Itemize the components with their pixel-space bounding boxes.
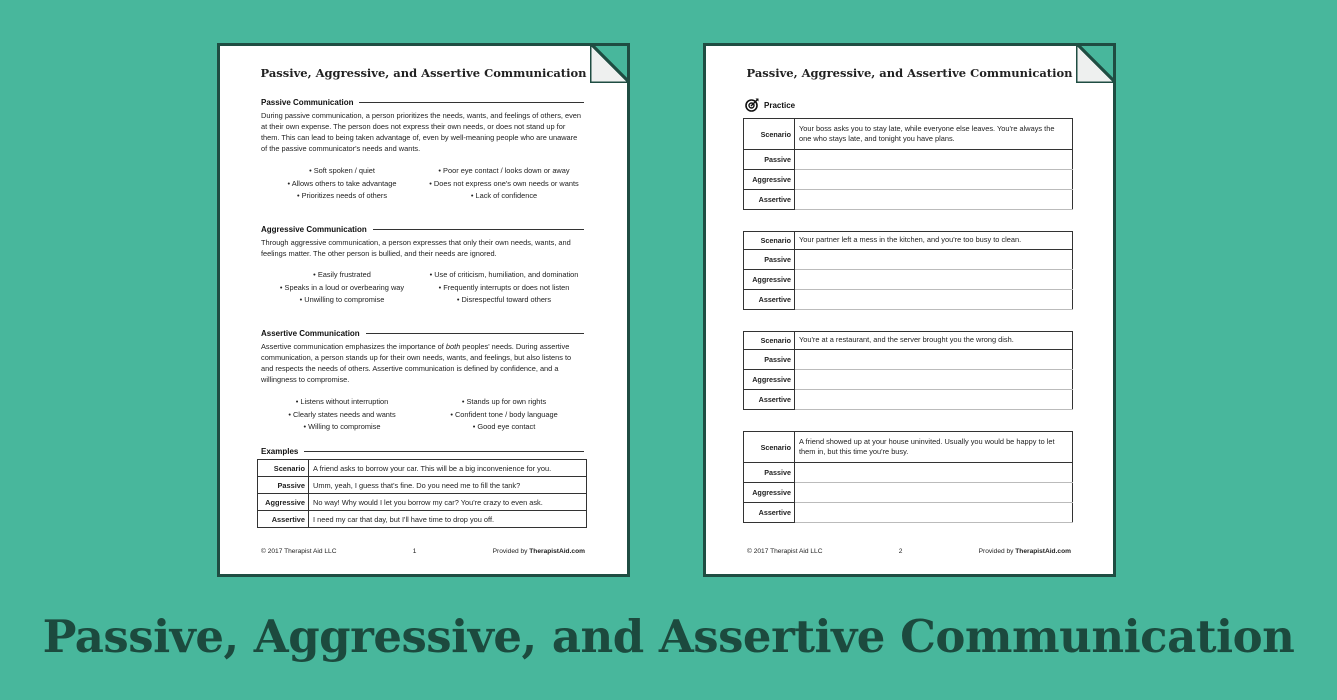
answer-field[interactable] [795, 370, 1073, 390]
target-icon [745, 98, 759, 112]
table-row: Assertive [744, 190, 1073, 210]
trait-item: • Prioritizes needs of others [296, 191, 388, 200]
answer-field[interactable] [795, 150, 1073, 170]
aggressive-description: Through aggressive communication, a person expresses that only their own needs, wants, and feelings matter. The other person is bullied, and their needs are ignored. [261, 238, 571, 259]
section-heading-passive: Passive Communication [261, 98, 584, 107]
trait-item: • Confident tone / body language [450, 409, 558, 419]
provided-by: Provided by TherapistAid.com [492, 548, 585, 555]
table-row: Passive [744, 150, 1073, 170]
answer-field[interactable] [795, 290, 1073, 310]
practice-table-4 [743, 431, 1073, 523]
trait-item: • Easily frustrated [313, 270, 371, 279]
aggressive-traits [261, 269, 585, 307]
answer-field[interactable] [795, 190, 1073, 210]
trait-item: • Clearly states needs and wants [288, 409, 396, 419]
page-footer [747, 548, 1071, 555]
practice-table-2 [743, 231, 1073, 310]
copyright: © 2017 Therapist Aid LLC [747, 548, 823, 555]
page-title: Passive, Aggressive, and Assertive Communication [746, 66, 1073, 80]
answer-field[interactable] [795, 503, 1073, 523]
table-row: Aggressive [744, 170, 1073, 190]
answer-field[interactable] [795, 170, 1073, 190]
banner-title: Passive, Aggressive, and Assertive Communication [42, 610, 1295, 663]
trait-item: • Lack of confidence [470, 191, 538, 200]
answer-field[interactable] [795, 483, 1073, 503]
table-row: Assertive [744, 503, 1073, 523]
table-row: Aggressive [744, 370, 1073, 390]
table-row: Scenario Your partner left a mess in the kitchen, and you're too busy to clean. [744, 232, 1073, 250]
section-heading-assertive: Assertive Communication [261, 329, 584, 338]
trait-item: • Poor eye contact / looks down or away [438, 166, 570, 175]
table-row: Aggressive [744, 483, 1073, 503]
table-row: Scenario Your boss asks you to stay late, while everyone else leaves. You're always the one who stays late, and tonight you have plans. [744, 119, 1073, 150]
table-row: Assertive [744, 390, 1073, 410]
table-row: Assertive I need my car that day, but I'll have time to drop you off. [258, 511, 587, 528]
copyright: © 2017 Therapist Aid LLC [261, 548, 337, 555]
table-row: Passive [744, 350, 1073, 370]
assertive-traits [261, 396, 585, 434]
table-row: Passive Umm, yeah, I guess that's fine. Do you need me to fill the tank? [258, 477, 587, 494]
practice-heading: Practice [745, 98, 795, 112]
trait-item: • Disrespectful toward others [456, 295, 552, 304]
worksheet-page-1 [217, 43, 630, 577]
trait-item: • Willing to compromise [303, 422, 381, 431]
table-row: Assertive [744, 290, 1073, 310]
trait-item: • Frequently interrupts or does not listen [438, 282, 570, 292]
section-heading-aggressive: Aggressive Communication [261, 225, 584, 234]
page-number: 1 [412, 548, 417, 555]
practice-table-3 [743, 331, 1073, 410]
trait-item: • Speaks in a loud or overbearing way [279, 282, 405, 292]
table-row: Passive [744, 463, 1073, 483]
table-row: Passive [744, 250, 1073, 270]
answer-field[interactable] [795, 270, 1073, 290]
answer-field[interactable] [795, 350, 1073, 370]
table-row: Aggressive [744, 270, 1073, 290]
trait-item: • Soft spoken / quiet [309, 166, 375, 175]
trait-item: • Stands up for own rights [461, 397, 547, 406]
table-row: Scenario A friend showed up at your house uninvited. Usually you would be happy to let them in, but this time you're busy. [744, 432, 1073, 463]
passive-description: During passive communication, a person prioritizes the needs, wants, and feelings of others, even at their own expense. The person does not express their own needs, or does not stand up for them. This can lead to being taken advantage of, even by well-meaning people who are unaware of the passive communicator's needs and wants. [261, 111, 582, 154]
trait-item: • Good eye contact [472, 422, 536, 431]
page-title: Passive, Aggressive, and Assertive Communication [260, 66, 587, 80]
trait-item: • Unwilling to compromise [299, 295, 385, 304]
practice-table-1 [743, 118, 1073, 210]
trait-item: • Does not express one's own needs or wants [429, 178, 579, 188]
assertive-description: Assertive communication emphasizes the importance of both peoples' needs. During assertive communication, a person stands up for their own needs, wants, and feelings, but also listens to and respects the needs of others. Assertive communication is defined by confidence, and a willingness to compromise. [261, 342, 572, 385]
table-row: Scenario A friend asks to borrow your car. This will be a big inconvenience for you. [258, 460, 587, 477]
provided-by: Provided by TherapistAid.com [978, 548, 1071, 555]
trait-item: • Use of criticism, humiliation, and domination [429, 270, 579, 279]
answer-field[interactable] [795, 390, 1073, 410]
answer-field[interactable] [795, 463, 1073, 483]
page-number: 2 [898, 548, 903, 555]
table-row: Aggressive No way! Why would I let you borrow my car? You're crazy to even ask. [258, 494, 587, 511]
examples-table [257, 459, 587, 528]
trait-item: • Allows others to take advantage [287, 178, 397, 188]
worksheet-page-2 [703, 43, 1116, 577]
section-heading-examples: Examples [261, 447, 584, 456]
page-footer [261, 548, 585, 555]
passive-traits [261, 165, 585, 203]
answer-field[interactable] [795, 250, 1073, 270]
trait-item: • Listens without interruption [295, 397, 389, 406]
table-row: Scenario You're at a restaurant, and the server brought you the wrong dish. [744, 332, 1073, 350]
